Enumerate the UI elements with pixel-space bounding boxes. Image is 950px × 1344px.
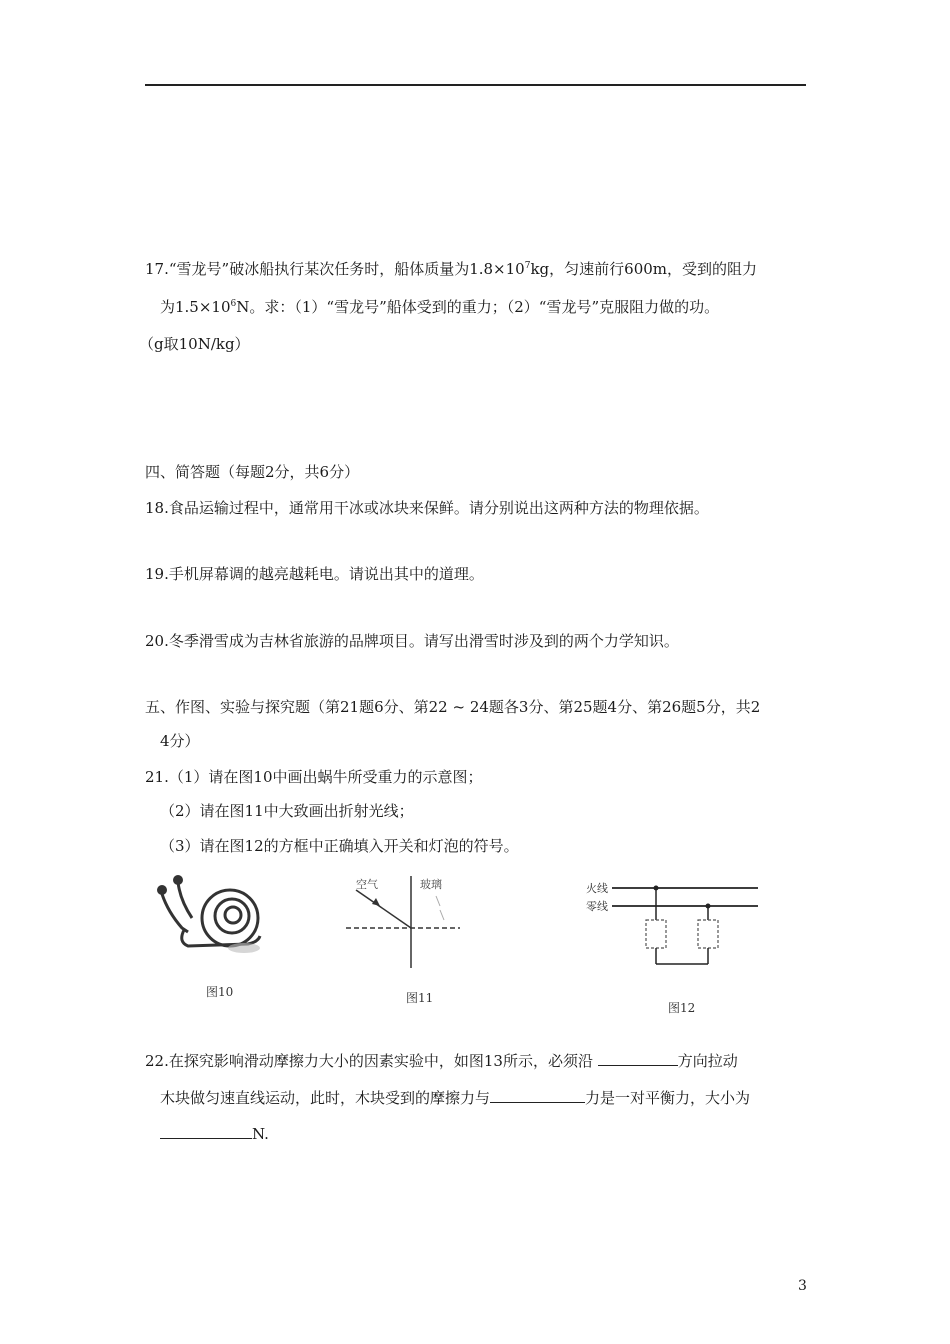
- figure-11-caption: 图11: [406, 991, 434, 1005]
- q22-line1: [145, 1049, 738, 1072]
- answer-blank-force[interactable]: [490, 1086, 585, 1103]
- air-label: 空气: [356, 878, 378, 891]
- q22-text: 力是一对平衡力，大小为: [585, 1089, 751, 1107]
- neutral-wire-label: 零线: [586, 900, 608, 913]
- q17-text: 为1.5×10: [160, 298, 231, 316]
- figure-10-caption: 图10: [206, 985, 234, 999]
- page-number: 3: [798, 1278, 807, 1294]
- q17-text: N。求：（1）“雪龙号”船体受到的重力；（2）“雪龙号”克服阻力做的功。: [236, 298, 720, 316]
- section5-heading: 五、作图、实验与探究题（第21题6分、第22 ~ 24题各3分、第25题4分、第26题5分，共2: [145, 698, 761, 716]
- q22-text: N.: [252, 1125, 269, 1143]
- answer-blank-magnitude[interactable]: [160, 1122, 252, 1139]
- q18-text: 18.食品运输过程中，通常用干冰或冰块来保鲜。请分别说出这两种方法的物理依据。: [145, 499, 709, 517]
- figure-12-caption: 图12: [668, 1001, 696, 1015]
- live-wire-label: 火线: [586, 882, 608, 895]
- section5-heading-cont: 4分）: [160, 732, 200, 750]
- q22-text: 木块做匀速直线运动，此时，木块受到的摩擦力与: [160, 1089, 491, 1107]
- q22-text: 方向拉动: [677, 1052, 738, 1070]
- q17-line3: （g取10N/kg）: [139, 335, 250, 353]
- figure-10-snail: [148, 872, 298, 1007]
- answer-blank-direction[interactable]: [598, 1049, 678, 1066]
- header-rule: [145, 84, 806, 86]
- glass-label: 玻璃: [420, 878, 442, 891]
- q21-part2: （2）请在图11中大致画出折射光线；: [160, 802, 414, 820]
- q22-line3: [160, 1122, 269, 1145]
- q17-line1: [145, 258, 757, 280]
- section4-heading: 四、简答题（每题2分，共6分）: [145, 463, 360, 481]
- q17-line2: [160, 296, 719, 318]
- exponent: 7: [524, 261, 531, 271]
- q20-text: 20.冬季滑雪成为吉林省旅游的品牌项目。请写出滑雪时涉及到的两个力学知识。: [145, 632, 679, 650]
- q21-part3: （3）请在图12的方框中正确填入开关和灯泡的符号。: [160, 837, 519, 855]
- figure-12-circuit: [580, 872, 770, 1022]
- q21-part1: 21.（1）请在图10中画出蜗牛所受重力的示意图；: [145, 768, 483, 786]
- q19-text: 19.手机屏幕调的越亮越耗电。请说出其中的道理。: [145, 565, 484, 583]
- q17-text: kg，匀速前行600m，受到的阻力: [530, 260, 757, 278]
- q17-text: 17.“雪龙号”破冰船执行某次任务时，船体质量为1.8×10: [145, 260, 525, 278]
- figure-11-refraction: [340, 872, 480, 1012]
- q22-line2: [160, 1086, 750, 1109]
- q22-text: 22.在探究影响滑动摩擦力大小的因素实验中，如图13所示，必须沿: [145, 1052, 593, 1070]
- exponent: 6: [230, 299, 237, 309]
